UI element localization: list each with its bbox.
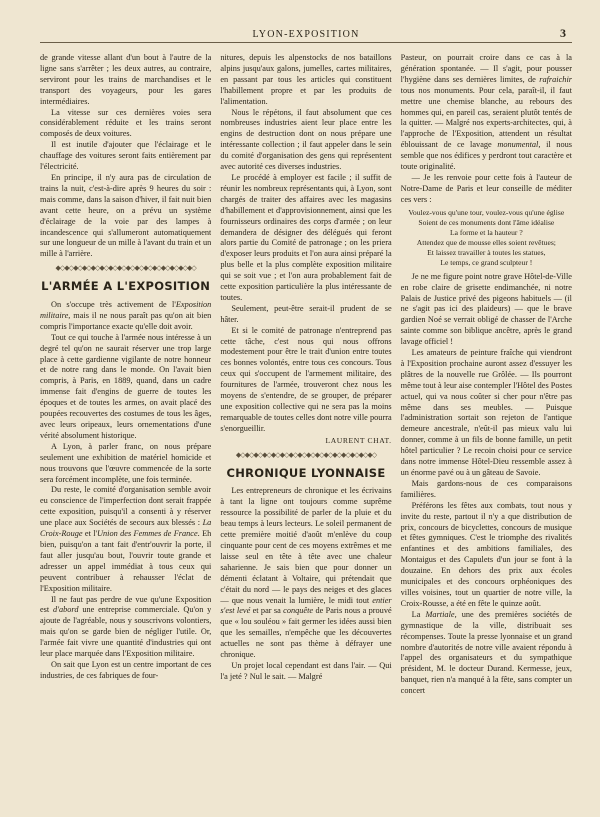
paragraph: Du reste, le comité d'organisation semble avoir eu conscience de l'imperfection dont serait frappée cette exposition, puisqu'il a consenti à y réserver une place aux Sociétés de secours aux blessés : La Croix-Rouge et l'Union des Femmes de France. Eh bien, puisqu'on a tant fait d'entr'ouvrir la porte, il faut aller jusqu'au bout, l'ouvrir toute grande et adresser un appel immédiat à tous ceux qui peuvent contribuer à rehausser l'éclat de l'Exposition militaire. bbox=[40, 485, 212, 593]
section-title-chronique: CHRONIQUE LYONNAISE bbox=[226, 465, 386, 480]
ornament-divider: ◆◇◆◇◆◇◆◇◆◇◆◇◆◇◆◇◆◇◆◇◆◇◆◇◆◇◆◇◆◇◆◇ bbox=[235, 450, 377, 459]
ornament-divider: ◆◇◆◇◆◇◆◇◆◇◆◇◆◇◆◇◆◇◆◇◆◇◆◇◆◇◆◇◆◇◆◇ bbox=[55, 264, 196, 273]
column-1 bbox=[40, 53, 211, 803]
poem-line: Soient de ces monuments dont l'âme idéalise bbox=[418, 217, 555, 227]
paragraph: Tout ce qui touche à l'armée nous intéresse à un degré tel qu'on ne saurait réserver une trop large place à cette gardienne vigilante de notre honneur et de notre rang dans le monde. On l'avait bien compris, à Paris, en 1889, quand, dans un cadre immense fait d'engins de guerre de toutes les époques et de toutes les armes, on avait placé des poupées recouvertes des costumes de tous les âges, avec leurs oripeaux, leurs ornementations d'une vérité absolument historique. bbox=[40, 332, 212, 440]
poem-quote bbox=[401, 208, 572, 268]
paragraph: Seulement, peut-être serait-il prudent de se hâter. bbox=[220, 303, 392, 324]
paragraph: Il ne faut pas perdre de vue qu'une Exposition est d'abord une entreprise commerciale. Qu'on y ajoute de l'agréable, nous y souscrivons volontiers, mais qu'on se garde bien de négliger l'utile. Or, l'armée fait vivre une quantité d'industries qui ont leur place marquée dans l'Exposition militaire. bbox=[40, 594, 212, 659]
column-2 bbox=[220, 53, 391, 803]
paragraph: Un projet local cependant est dans l'air. — Qui l'a jeté ? Nul le sait. — Malgré bbox=[220, 660, 392, 681]
header-rule bbox=[40, 42, 572, 43]
column-3 bbox=[401, 53, 572, 803]
page-header bbox=[40, 0, 572, 40]
article-columns bbox=[40, 53, 572, 803]
paragraph: La vitesse sur ces dernières voies sera considérablement réduite et les trains seront composés de deux voitures. bbox=[40, 107, 212, 139]
paragraph: — Je les renvoie pour cette fois à l'auteur de Notre-Dame de Paris et leur conseille de méditer ces vers : bbox=[400, 172, 572, 204]
running-title: LYON-EXPOSITION bbox=[252, 29, 360, 40]
section-title-armee: L'ARMÉE A L'EXPOSITION bbox=[41, 279, 211, 294]
paragraph: Et si le comité de patronage n'entreprend pas cette tâche, c'est nous qui nous offrons modestement pour être le trait d'union entre toutes ces bonnes volontés, entre tous ces concours. Tous ceux qui s'occupent de l'armement militaire, des fournitures de l'armée, trouveront chez nous les moyens de s'entendre, de se grouper, de préparer une exposition collective qui ne sera pas la moins remarquable de toutes celles dont notre ville pourra s'enorgueillir. bbox=[220, 325, 392, 433]
paragraph: Je ne me figure point notre grave Hôtel-de-Ville en robe claire de grisette endimanchée, ni notre Palais de Justice privé des pigeons habituels — (il ne s'agit pas ici des plaideurs) — que le brave gardien Noé se verrait obligé de chasser de l'Arche sainte comme son biblique ancêtre, après le grand lavage officiel ! bbox=[400, 271, 572, 347]
paragraph: Préférons les fêtes aux combats, tout nous y invite du reste, partout il n'y a que distribution de prix, concours de bicyclettes, concours de musique et fêtes gymniques. C'est le triomphe des rivalités enfantines et des ambitions familiales, des Montaigus et des Capulets d'un jour se font à la douzaine. En dehors des prix aux écoles municipales et des concours orphéoniques des villes voisines, tout un quartier de notre ville, la Croix-Rousse, a été en fête le quinze août. bbox=[400, 500, 572, 608]
paragraph: nitures, depuis les alpenstocks de nos bataillons alpins jusqu'aux galons, jumelles, cartes militaires, en passant par tous les articles qui constituent l'habillement propre et par les produits de l'alimentation. bbox=[220, 53, 392, 106]
paragraph: Mais gardons-nous de ces comparaisons familières. bbox=[400, 478, 572, 499]
paragraph: On s'occupe très activement de l'Exposition militaire, mais il ne nous paraît pas qu'on ait bien compris l'importance exacte qu'elle doit avoir. bbox=[40, 300, 212, 331]
paragraph: Il est inutile d'ajouter que l'éclairage et le chauffage des voitures seront faits entièrement par l'électricité. bbox=[40, 140, 212, 172]
page-number: 3 bbox=[560, 26, 566, 40]
poem-line: Et laissez travailler à toutes les statues, bbox=[427, 247, 546, 257]
paragraph: Le procédé à employer est facile ; il suffit de réunir les nombreux représentants qui, à Lyon, sont chargés de traiter des affaires avec les magasins d'habillement et d'approvisionnement, ainsi que les fournisseurs ordinaires des corps d'armée ; on leur demandera de désigner des délégués qui feront alors partie du Comité de patronage ; on les priera d'exposer leurs produits et l'on aura ainsi préparé la plus belle et la plus complète exposition militaire qui se soit vue ; et l'on aura probablement fait de cette exposition particulière la plus intéressante de toutes. bbox=[220, 172, 392, 302]
paragraph: Pasteur, on pourrait croire dans ce cas à la génération spontanée. — Il s'agit, pour pousser l'hygiène dans ses dernières limites, de rafraichir tous nos monuments. Pour cela, paraît-il, il faut mettre une chemise blanche, au rebours des hommes qui, en pareil cas, seraient plutôt tentés de la quitter. — Malgré nos experts-architectes, qui, à l'approche de l'Exposition, attendent un résultat éblouissant de ce lavage monumental, il nous semble que nos édifices y perdront tout caractère et toute originalité. bbox=[400, 53, 572, 172]
paragraph: La Martiale, une des premières sociétés de gymnastique de la ville, distribuait ses récompenses. Toute la presse lyonnaise et un grand nombre d'autorités de notre ville avaient répondu à l'appel des organisateurs et du sympathique président, M. le docteur Durand. Kermesse, jeux, banquet, rien n'a manqué à la fête, sans compter un concert bbox=[400, 609, 572, 696]
paragraph: Nous le répétons, il faut absolument que ces nombreuses industries aient leur place entre les engins de destruction dont on nous prépare une intéressante collection ; il faut appeler dans le sein du comité d'organisation des gens qui représentent avec autorité ces diverses industries. bbox=[220, 107, 392, 172]
poem-line: Voulez-vous qu'une tour, voulez-vous qu'une église bbox=[408, 207, 565, 217]
paragraph: Les entrepreneurs de chronique et les écrivains à tant la ligne ont toujours comme suprême ressource la possibilité de parler de la pluie et du beau temps à leurs lecteurs. Le soleil permanent de cette première moitié d'août m'enlève du coup cinquante pour cent de ces moyens extrêmes et me laisse seul en tête à tête avec une chaleur saharienne. Je sais bien que pour donner un démenti éclatant à Voltaire, qui prétendait que c'était du nord — le pays des neiges et des glaces — que nous venait la lumière, le midi tout entier s'est levé et par sa conquête de Paris nous a prouvé que « lou souléou » fait germer les idées aussi bien que les semailles, n'empêche que les découvertes actuelles ne sont pas thème à défrayer une chronique. bbox=[220, 486, 392, 660]
author-signature: LAURENT CHAT. bbox=[325, 435, 392, 445]
paragraph: Les amateurs de peinture fraîche qui viendront à l'Exposition prochaine auront assez d'essuyer les plâtres de la nouvelle rue Grôlée. — Ils pourront même tout à leur aise contempler l'Hôtel des Postes actuel, qui va nous coûter si cher pour n'être pas même dans ses meubles. — Puisque l'administration sortait son rejeton de l'antique demeure ancestrale, n'eût-il pas mieux valu lui donner, comme à un fils de bonne famille, un petit hôtel particulier ? Le recoin choisi pour ce service dans notre immense Hôtel-Dieu ressemble assez à un énorme pavé ou à un gâteau de Savoie. bbox=[400, 348, 572, 477]
poem-line: Attendez que de mousse elles soient revêtues; bbox=[416, 237, 556, 247]
poem-line: La forme et la hauteur ? bbox=[449, 227, 523, 237]
paragraph: On sait que Lyon est un centre important de ces industries, de ces fabriques de four- bbox=[40, 659, 212, 680]
poem-line: Le temps, ce grand sculpteur ! bbox=[440, 257, 533, 267]
paragraph: A Lyon, à parler franc, on nous prépare seulement une exhibition de matériel homicide et nous trouvons que l'œuvre commencée de la sorte sera forcément incomplète, une fois terminée. bbox=[40, 441, 212, 484]
paragraph: de grande vitesse allant d'un bout à l'autre de la ligne sans s'arrêter ; les deux autres, au contraire, serviront pour les trains de marchandises et le transport des voyageurs, pour les gares intermédiaires. bbox=[40, 53, 212, 106]
paragraph: En principe, il n'y aura pas de circulation de trains la nuit, c'est-à-dire après 9 heures du soir : mais comme, dans la saison d'hiver, il fait nuit bien avant cette heure, on a prévu un système d'éclairage de la voie par des lampes à incandescence qui s'allumeront automatiquement sur une longueur de un mille à l'avant du train et un mille à l'arrière. bbox=[40, 172, 212, 259]
